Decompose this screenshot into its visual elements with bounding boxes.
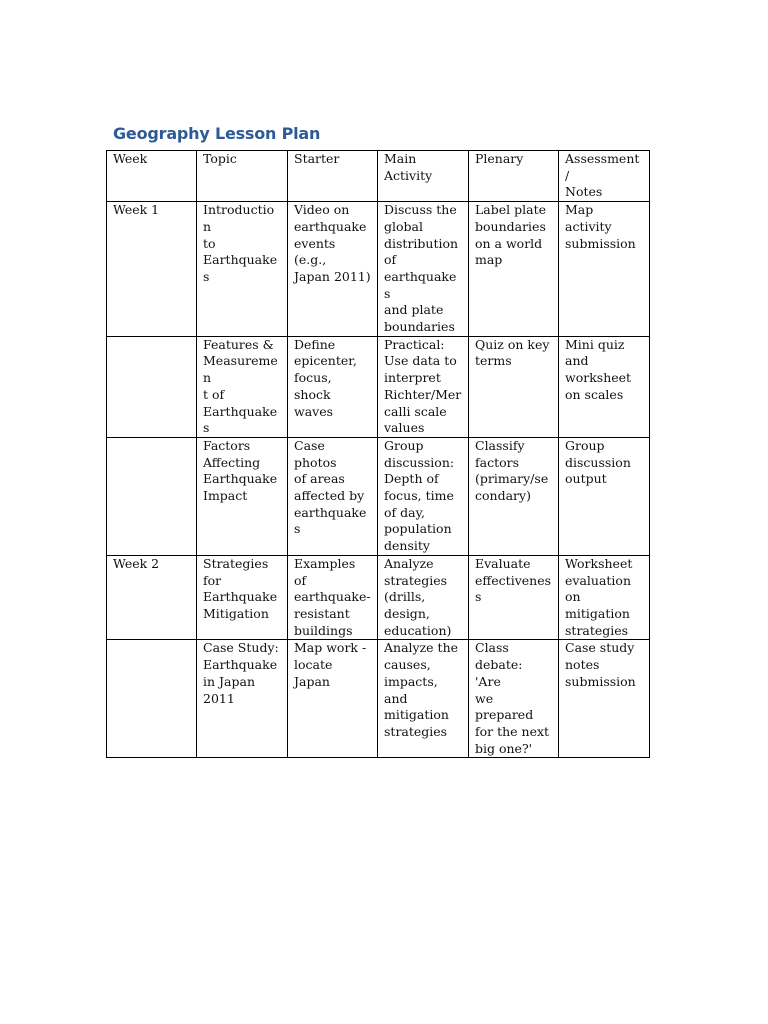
header-main-activity: Main Activity [378, 151, 469, 202]
cell-plenary: Label plate boundaries on a world map [469, 202, 559, 337]
cell-topic: Strategies for Earthquake Mitigation [197, 555, 288, 640]
header-assessment-notes: Assessment/ Notes [559, 151, 650, 202]
cell-plenary: Classify factors (primary/se condary) [469, 437, 559, 555]
header-topic: Topic [197, 151, 288, 202]
cell-topic: Introduction to Earthquakes [197, 202, 288, 337]
cell-starter: Map work - locate Japan [288, 640, 378, 758]
cell-topic: Features & Measuremen t of Earthquakes [197, 336, 288, 437]
cell-main-activity: Analyze the causes, impacts, and mitigation strategies [378, 640, 469, 758]
cell-topic: Case Study: Earthquake in Japan 2011 [197, 640, 288, 758]
cell-assessment-notes: Case study notes submission [559, 640, 650, 758]
cell-starter: Case photos of areas affected by earthquakes [288, 437, 378, 555]
table-row [107, 202, 650, 337]
cell-week [107, 437, 197, 555]
table-row [107, 437, 650, 555]
table-row [107, 555, 650, 640]
cell-week [107, 640, 197, 758]
cell-starter: Video on earthquake events (e.g., Japan 2011) [288, 202, 378, 337]
cell-assessment-notes: Map activity submission [559, 202, 650, 337]
cell-main-activity: Practical: Use data to interpret Richter/Mer calli scale values [378, 336, 469, 437]
cell-main-activity: Analyze strategies (drills, design, education) [378, 555, 469, 640]
cell-week [107, 336, 197, 437]
header-week: Week [107, 151, 197, 202]
cell-assessment-notes: Group discussion output [559, 437, 650, 555]
cell-starter: Examples of earthquake- resistant buildings [288, 555, 378, 640]
cell-assessment-notes: Worksheet evaluation on mitigation strategies [559, 555, 650, 640]
cell-assessment-notes: Mini quiz and worksheet on scales [559, 336, 650, 437]
cell-week: Week 1 [107, 202, 197, 337]
cell-main-activity: Group discussion: Depth of focus, time of day, population density [378, 437, 469, 555]
document-title: Geography Lesson Plan [113, 124, 321, 143]
cell-plenary: Quiz on key terms [469, 336, 559, 437]
table-header-row [107, 151, 650, 202]
cell-topic: Factors Affecting Earthquake Impact [197, 437, 288, 555]
cell-plenary: Class debate: 'Are we prepared for the next big one?' [469, 640, 559, 758]
cell-week: Week 2 [107, 555, 197, 640]
header-plenary: Plenary [469, 151, 559, 202]
cell-starter: Define epicenter, focus, shock waves [288, 336, 378, 437]
cell-plenary: Evaluate effectiveness [469, 555, 559, 640]
header-starter: Starter [288, 151, 378, 202]
table-row [107, 640, 650, 758]
lesson-plan-table [106, 150, 650, 758]
cell-main-activity: Discuss the global distribution of earthquakes and plate boundaries [378, 202, 469, 337]
table-row [107, 336, 650, 437]
